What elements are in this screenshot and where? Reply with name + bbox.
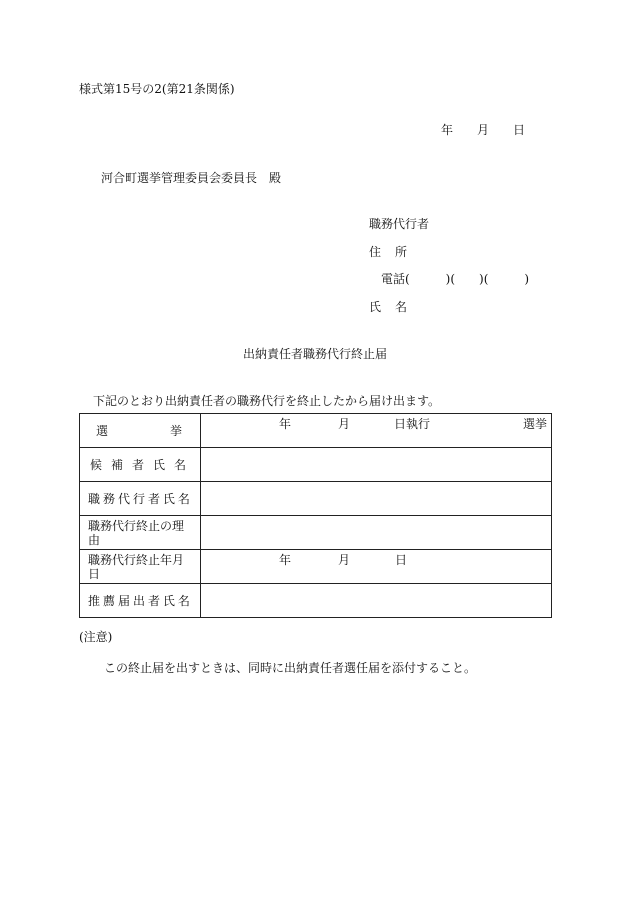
label-char: 名 (173, 457, 186, 472)
addressee-honorific: 殿 (269, 171, 282, 185)
agent-name-label (80, 482, 201, 516)
table-row-election (80, 414, 552, 448)
election-month: 月 (338, 416, 351, 431)
name-label-char: 氏 (369, 300, 382, 314)
candidate-name-value[interactable] (201, 448, 552, 482)
addressee (101, 171, 281, 185)
label-char: 行 (132, 491, 145, 506)
termination-date-value[interactable] (201, 550, 552, 584)
label-char: 者 (147, 491, 160, 506)
candidate-name-label (80, 448, 201, 482)
signer-phone-label: 電話( )( )( ) (381, 272, 530, 286)
label-char: 補 (110, 457, 123, 472)
address-label-char: 住 (369, 245, 382, 259)
label-char: 出 (132, 593, 145, 608)
form-number: 様式第15号の2(第21条関係) (79, 82, 235, 96)
label-char: 名 (177, 491, 190, 506)
label-char: 者 (147, 593, 160, 608)
date-month: 月 (477, 123, 490, 137)
submission-date (441, 123, 525, 137)
table-row-reason (80, 516, 552, 550)
label-char: 薦 (102, 593, 115, 608)
label-char: 推 (88, 593, 101, 608)
end-date-month: 月 (338, 552, 351, 567)
label-char: 者 (131, 457, 144, 472)
notification-table (79, 413, 552, 618)
agent-name-value[interactable] (201, 482, 552, 516)
table-row-end-date (80, 550, 552, 584)
signer-role: 職務代行者 (369, 217, 430, 231)
body-text: 下記のとおり出納責任者の職務代行を終止したから届け出ます。 (93, 394, 441, 408)
label-char: 務 (102, 491, 115, 506)
addressee-name: 河合町選挙管理委員会委員長 (101, 171, 258, 185)
recommender-name-value[interactable] (201, 584, 552, 618)
label-char: 候 (90, 457, 103, 472)
termination-reason-value[interactable] (201, 516, 552, 550)
label-char: 代 (117, 491, 130, 506)
election-suffix: 選挙 (523, 416, 548, 431)
document-title: 出納責任者職務代行終止届 (242, 347, 387, 361)
note-text: この終止届を出すときは、同時に出納責任者選任届を添付すること。 (104, 661, 477, 675)
termination-date-label: 職務代行終止年月日 (80, 550, 201, 584)
label-char: 氏 (162, 593, 175, 608)
end-date-day: 日 (395, 552, 408, 567)
date-day: 日 (513, 123, 526, 137)
end-date-year: 年 (279, 552, 292, 567)
label-char: 職 (88, 491, 101, 506)
label-char: 氏 (162, 491, 175, 506)
election-day: 日執行 (394, 416, 431, 431)
termination-reason-label: 職務代行終止の理由 (80, 516, 201, 550)
label-char: 選 (96, 423, 109, 438)
signer-name-label (369, 300, 407, 314)
label-char: 挙 (169, 423, 182, 438)
date-year: 年 (441, 123, 454, 137)
signer-address-label (369, 245, 407, 259)
name-label-char: 名 (395, 300, 408, 314)
address-label-char: 所 (395, 245, 408, 259)
table-row-candidate (80, 448, 552, 482)
label-char: 届 (117, 593, 130, 608)
label-char: 名 (177, 593, 190, 608)
table-row-agent (80, 482, 552, 516)
recommender-name-label (80, 584, 201, 618)
election-label (80, 414, 201, 448)
table-row-recommender (80, 584, 552, 618)
election-value-cell[interactable] (201, 414, 552, 448)
label-char: 氏 (152, 457, 165, 472)
election-year: 年 (279, 416, 292, 431)
note-heading: (注意) (79, 630, 113, 644)
